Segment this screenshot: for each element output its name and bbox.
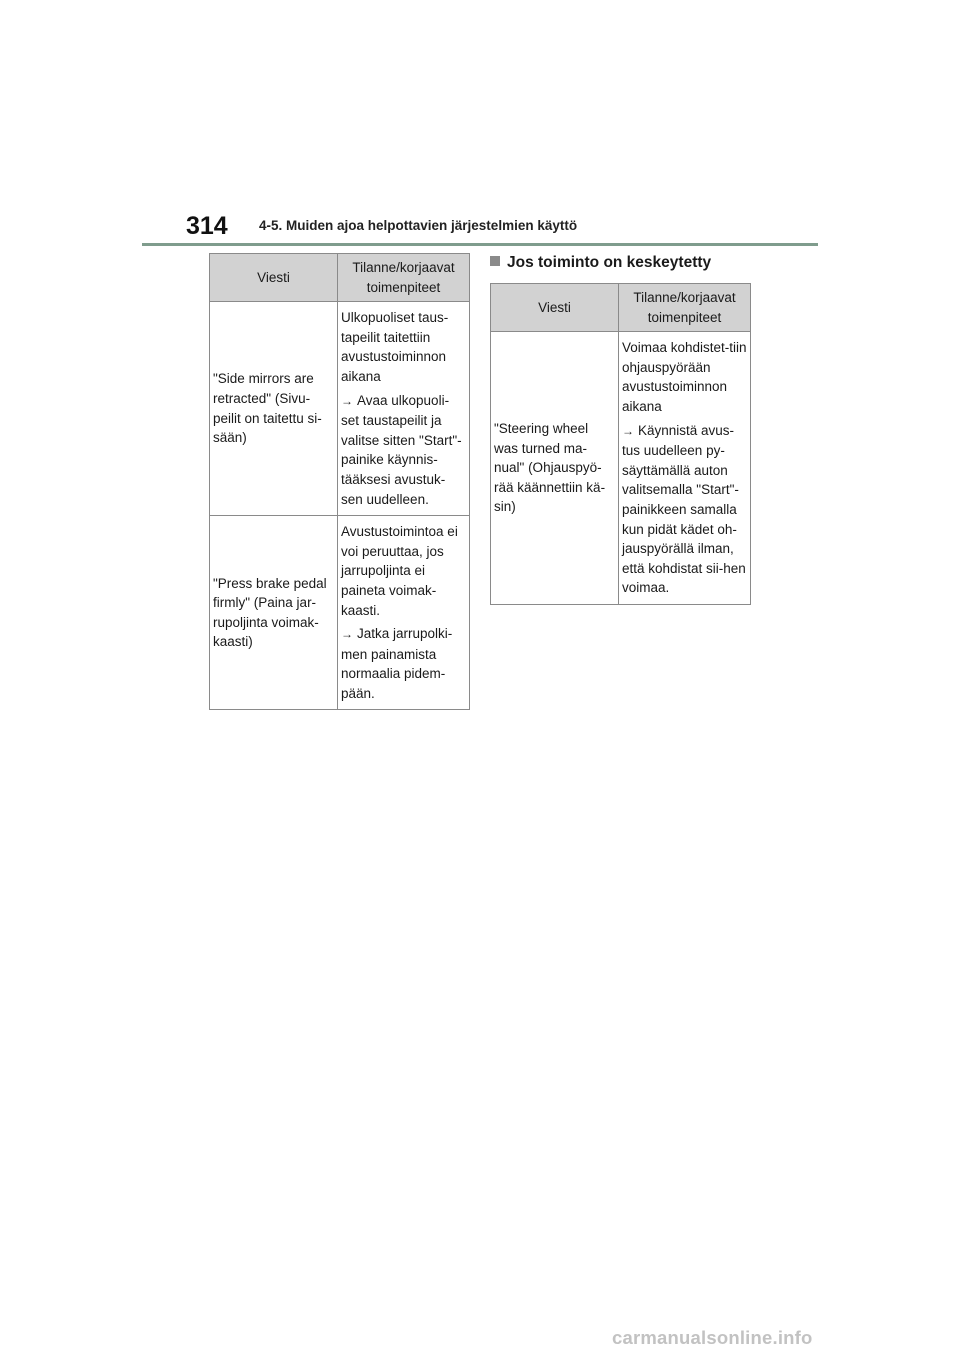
message-table-left (209, 253, 470, 710)
table-header-row (491, 284, 751, 332)
action-label: Käynnistä avus-tus uudelleen py-säyttämällä auton valitsemalla "Start"-painikkeen samalla kun pidät kädet oh-jauspyörällä ilman, että kohdistat sii-hen voimaa. (622, 422, 746, 596)
action-text (341, 391, 466, 510)
table-header-row (210, 254, 470, 302)
column-header-message: Viesti (491, 284, 619, 332)
message-cell: "Press brake pedal firmly" (Paina jar-rupoljinta voimak-kaasti) (210, 516, 338, 710)
situation-cell (619, 332, 751, 605)
subheading-label: Jos toiminto on keskeytetty (507, 254, 712, 271)
table-row (210, 516, 470, 710)
watermark: carmanualsonline.info (612, 1327, 813, 1348)
message-cell: "Side mirrors are retracted" (Sivu-peilit on taitettu si-sään) (210, 302, 338, 516)
message-table-right (490, 283, 751, 605)
table-row (210, 302, 470, 516)
situation-cell (338, 302, 470, 516)
arrow-right-icon: → (622, 423, 634, 438)
page-number: 314 (186, 212, 228, 240)
condition-text: Voimaa kohdistet-tiin ohjauspyörään avustustoiminnon aikana (622, 340, 747, 414)
action-text (341, 624, 466, 703)
arrow-right-icon: → (341, 393, 353, 408)
column-header-situation: Tilanne/korjaavat toimenpiteet (338, 254, 470, 302)
action-text (622, 421, 747, 598)
action-label: Jatka jarrupolki-men painamista normaalia pidem-pään. (341, 626, 453, 701)
situation-cell (338, 516, 470, 710)
column-header-message: Viesti (210, 254, 338, 302)
header-rule (142, 243, 818, 246)
arrow-right-icon: → (341, 627, 353, 642)
message-cell: "Steering wheel was turned ma-nual" (Ohjauspyö-rää käännettiin kä-sin) (491, 332, 619, 605)
table-row (491, 332, 751, 605)
page-header (0, 0, 960, 250)
action-label: Avaa ulkopuoli-set taustapeilit ja valitse sitten "Start"-painike käynnis-tääksesi avustuk-sen uudelleen. (341, 392, 462, 507)
condition-text: Avustustoimintoa ei voi peruuttaa, jos jarrupoljinta ei paineta voimak-kaasti. (341, 524, 458, 618)
condition-text: Ulkopuoliset taus-tapeilit taitettiin avustustoiminnon aikana (341, 310, 449, 384)
square-bullet-icon (490, 256, 500, 266)
column-header-situation: Tilanne/korjaavat toimenpiteet (619, 284, 751, 332)
section-title: 4-5. Muiden ajoa helpottavien järjestelmien käyttö (259, 218, 578, 233)
section-subheading (490, 254, 711, 272)
